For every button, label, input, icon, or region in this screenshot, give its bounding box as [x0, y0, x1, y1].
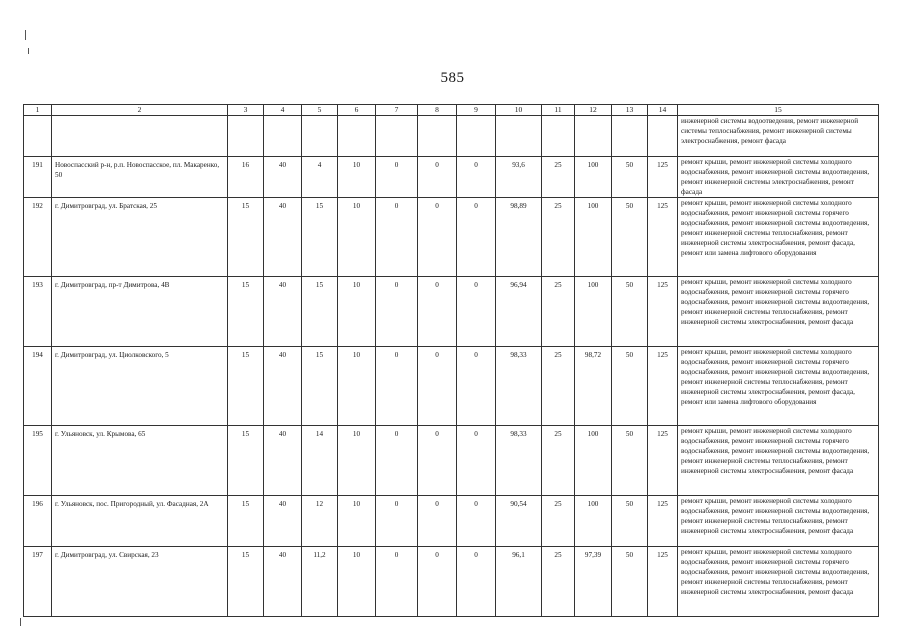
table-row [24, 157, 879, 198]
value-cell: 50 [612, 277, 648, 347]
value-cell [457, 116, 496, 157]
value-cell: 0 [376, 496, 418, 547]
value-cell: 97,39 [575, 547, 612, 617]
value-cell [338, 116, 376, 157]
row-number: 191 [24, 157, 52, 198]
value-cell [418, 116, 457, 157]
header-cell: 10 [496, 105, 542, 116]
value-cell: 15 [228, 547, 264, 617]
value-cell: 40 [264, 426, 302, 496]
table-row [24, 547, 879, 617]
value-cell: 25 [542, 277, 575, 347]
row-number: 196 [24, 496, 52, 547]
header-cell: 15 [678, 105, 879, 116]
row-number: 194 [24, 347, 52, 426]
value-cell: 125 [648, 547, 678, 617]
value-cell: 98,33 [496, 347, 542, 426]
value-cell: 98,33 [496, 426, 542, 496]
header-cell: 8 [418, 105, 457, 116]
value-cell: 0 [376, 347, 418, 426]
value-cell: 100 [575, 426, 612, 496]
address-cell [52, 116, 228, 157]
value-cell: 0 [376, 547, 418, 617]
value-cell: 98,89 [496, 198, 542, 277]
works-cell: ремонт крыши, ремонт инженерной системы холодного водоснабжения, ремонт инженерной системы водоотведения, ремонт инженерной системы электроснабжения, ремонт фасада [678, 157, 879, 198]
value-cell: 40 [264, 547, 302, 617]
value-cell [228, 116, 264, 157]
value-cell: 25 [542, 157, 575, 198]
value-cell: 25 [542, 426, 575, 496]
address-cell: г. Ульяновск, пос. Пригородный, ул. Фасадная, 2А [52, 496, 228, 547]
value-cell: 50 [612, 547, 648, 617]
value-cell: 10 [338, 157, 376, 198]
table-row [24, 347, 879, 426]
value-cell: 4 [302, 157, 338, 198]
header-cell: 12 [575, 105, 612, 116]
value-cell: 100 [575, 198, 612, 277]
value-cell: 125 [648, 347, 678, 426]
value-cell [542, 116, 575, 157]
value-cell: 50 [612, 426, 648, 496]
row-number: 193 [24, 277, 52, 347]
value-cell: 10 [338, 277, 376, 347]
value-cell: 100 [575, 157, 612, 198]
row-number: 192 [24, 198, 52, 277]
works-cell: ремонт крыши, ремонт инженерной системы холодного водоснабжения, ремонт инженерной системы горячего водоснабжения, ремонт инженерной системы водоотведения, ремонт инженерной системы теплоснабжения, ремонт инженерной системы электроснабжения, ремонт фасада [678, 277, 879, 347]
value-cell: 0 [376, 277, 418, 347]
value-cell: 0 [457, 198, 496, 277]
value-cell: 0 [418, 347, 457, 426]
table-row [24, 198, 879, 277]
value-cell: 0 [457, 496, 496, 547]
value-cell: 12 [302, 496, 338, 547]
value-cell: 0 [457, 347, 496, 426]
value-cell: 15 [302, 347, 338, 426]
value-cell: 15 [228, 496, 264, 547]
value-cell: 0 [376, 426, 418, 496]
table-header-row [24, 105, 879, 116]
value-cell: 100 [575, 496, 612, 547]
value-cell: 98,72 [575, 347, 612, 426]
value-cell: 10 [338, 347, 376, 426]
value-cell: 0 [376, 198, 418, 277]
value-cell: 25 [542, 496, 575, 547]
value-cell: 15 [228, 277, 264, 347]
header-cell: 6 [338, 105, 376, 116]
value-cell: 50 [612, 496, 648, 547]
value-cell: 10 [338, 547, 376, 617]
value-cell: 10 [338, 198, 376, 277]
value-cell: 40 [264, 157, 302, 198]
value-cell: 93,6 [496, 157, 542, 198]
value-cell: 15 [228, 426, 264, 496]
works-cell: ремонт крыши, ремонт инженерной системы холодного водоснабжения, ремонт инженерной системы горячего водоснабжения, ремонт инженерной системы водоотведения, ремонт инженерной системы теплоснабжения, ремонт инженерной системы электроснабжения, ремонт фасада, ремонт или замена лифтового оборудования [678, 347, 879, 426]
address-cell: г. Димитровград, ул. Братская, 25 [52, 198, 228, 277]
header-cell: 2 [52, 105, 228, 116]
header-cell: 13 [612, 105, 648, 116]
value-cell: 0 [418, 277, 457, 347]
value-cell: 25 [542, 347, 575, 426]
value-cell: 125 [648, 157, 678, 198]
value-cell [302, 116, 338, 157]
header-cell: 11 [542, 105, 575, 116]
value-cell: 25 [542, 198, 575, 277]
works-cell: ремонт крыши, ремонт инженерной системы холодного водоснабжения, ремонт инженерной системы горячего водоснабжения, ремонт инженерной системы водоотведения, ремонт инженерной системы теплоснабжения, ремонт инженерной системы электроснабжения, ремонт фасада, ремонт или замена лифтового оборудования [678, 198, 879, 277]
value-cell: 0 [418, 157, 457, 198]
value-cell: 10 [338, 426, 376, 496]
works-cell: ремонт крыши, ремонт инженерной системы холодного водоснабжения, ремонт инженерной системы водоотведения, ремонт инженерной системы теплоснабжения, ремонт инженерной системы электроснабжения, ремонт фасада [678, 496, 879, 547]
value-cell: 100 [575, 277, 612, 347]
value-cell: 40 [264, 277, 302, 347]
value-cell: 90,54 [496, 496, 542, 547]
table-row [24, 426, 879, 496]
address-cell: г. Димитровград, ул. Циолковского, 5 [52, 347, 228, 426]
value-cell: 25 [542, 547, 575, 617]
value-cell [264, 116, 302, 157]
header-cell: 14 [648, 105, 678, 116]
value-cell: 0 [376, 157, 418, 198]
table-row [24, 116, 879, 157]
scan-mark [25, 30, 26, 40]
value-cell: 125 [648, 198, 678, 277]
header-cell: 5 [302, 105, 338, 116]
value-cell: 11,2 [302, 547, 338, 617]
table-row [24, 277, 879, 347]
value-cell [612, 116, 648, 157]
row-number: 197 [24, 547, 52, 617]
data-table [23, 104, 879, 617]
row-number: 195 [24, 426, 52, 496]
value-cell: 0 [457, 277, 496, 347]
address-cell: Новоспасский р-н, р.п. Новоспасское, пл. Макаренко, 50 [52, 157, 228, 198]
value-cell: 40 [264, 347, 302, 426]
value-cell: 15 [302, 277, 338, 347]
value-cell: 15 [228, 198, 264, 277]
value-cell: 0 [418, 547, 457, 617]
value-cell: 96,94 [496, 277, 542, 347]
header-cell: 4 [264, 105, 302, 116]
header-cell: 9 [457, 105, 496, 116]
page-number: 585 [440, 70, 465, 86]
works-cell: ремонт крыши, ремонт инженерной системы холодного водоснабжения, ремонт инженерной системы горячего водоснабжения, ремонт инженерной системы водоотведения, ремонт инженерной системы теплоснабжения, ремонт инженерной системы электроснабжения, ремонт фасада [678, 426, 879, 496]
header-cell: 3 [228, 105, 264, 116]
value-cell: 40 [264, 496, 302, 547]
table-row [24, 496, 879, 547]
value-cell: 0 [418, 198, 457, 277]
value-cell [496, 116, 542, 157]
value-cell: 0 [457, 426, 496, 496]
value-cell: 50 [612, 157, 648, 198]
scan-mark [28, 48, 29, 54]
address-cell: г. Димитровград, ул. Свирская, 23 [52, 547, 228, 617]
value-cell: 16 [228, 157, 264, 198]
value-cell: 0 [418, 426, 457, 496]
value-cell [376, 116, 418, 157]
value-cell: 0 [418, 496, 457, 547]
works-cell: ремонт крыши, ремонт инженерной системы холодного водоснабжения, ремонт инженерной системы горячего водоснабжения, ремонт инженерной системы водоотведения, ремонт инженерной системы теплоснабжения, ремонт инженерной системы электроснабжения, ремонт фасада [678, 547, 879, 617]
value-cell: 96,1 [496, 547, 542, 617]
scan-mark [20, 618, 21, 626]
header-cell: 1 [24, 105, 52, 116]
works-cell: инженерной системы водоотведения, ремонт инженерной системы теплоснабжения, ремонт инженерной системы электроснабжения, ремонт фасада [678, 116, 879, 157]
value-cell: 15 [228, 347, 264, 426]
value-cell [575, 116, 612, 157]
value-cell: 15 [302, 198, 338, 277]
value-cell: 125 [648, 496, 678, 547]
address-cell: г. Димитровград, пр-т Димитрова, 4В [52, 277, 228, 347]
value-cell: 10 [338, 496, 376, 547]
value-cell: 125 [648, 426, 678, 496]
value-cell: 125 [648, 277, 678, 347]
value-cell: 0 [457, 157, 496, 198]
value-cell: 0 [457, 547, 496, 617]
row-number [24, 116, 52, 157]
value-cell: 50 [612, 347, 648, 426]
value-cell: 50 [612, 198, 648, 277]
value-cell [648, 116, 678, 157]
address-cell: г. Ульяновск, ул. Крымова, 65 [52, 426, 228, 496]
header-cell: 7 [376, 105, 418, 116]
value-cell: 14 [302, 426, 338, 496]
value-cell: 40 [264, 198, 302, 277]
